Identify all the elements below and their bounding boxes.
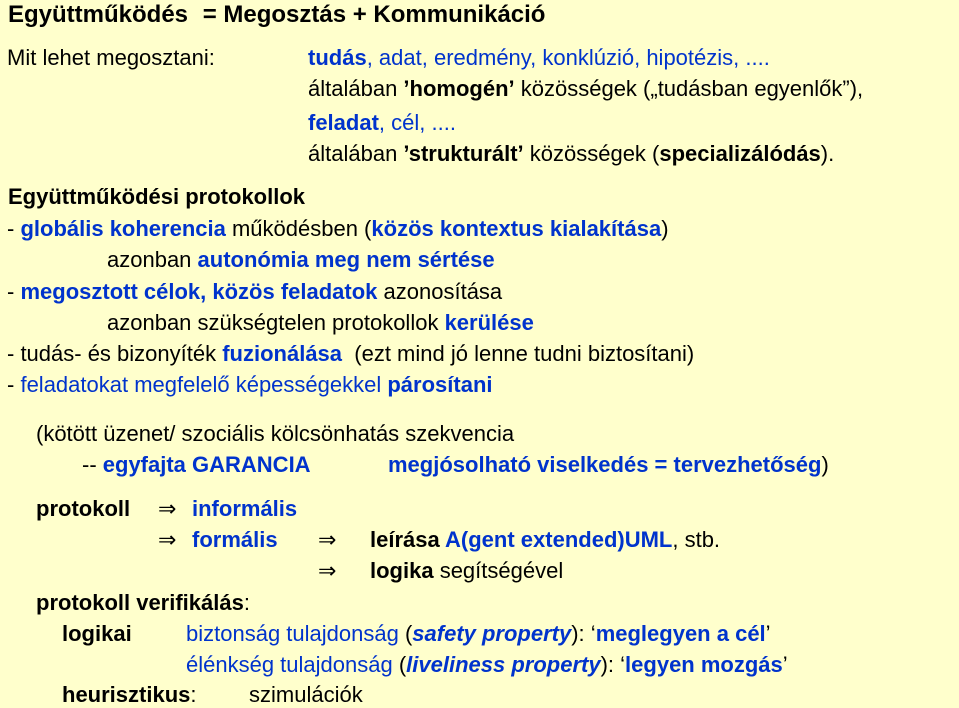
arrow-2: [158, 527, 278, 553]
share-task-rest: , cél, ....: [378, 110, 456, 135]
page-title: [8, 2, 545, 28]
k2-a: --: [82, 452, 103, 477]
share-r4-e: ).: [820, 141, 835, 166]
auml: A(gent extended)UML: [445, 527, 673, 552]
arrow-1: [158, 496, 297, 522]
logic: logika: [370, 558, 434, 583]
title-equation: = Megosztás + Kommunikáció: [202, 1, 546, 28]
simulations: szimulációk: [249, 682, 363, 707]
share-r2-homogeneous: ’homogén’: [403, 76, 515, 101]
safety-goal: meglegyen a cél: [595, 621, 766, 646]
kotott-line-2-right: [388, 452, 829, 478]
implies-arrow-icon: ⇒: [318, 558, 337, 583]
p6-a: -: [7, 372, 21, 397]
p1-common-context: közös kontextus kialakítása: [371, 216, 662, 241]
safety-property: safety property: [412, 621, 572, 646]
verification-heading: [36, 590, 250, 616]
share-r4-structured: ’strukturált’: [403, 141, 524, 166]
share-r4-specialization: specializálódás: [659, 141, 821, 166]
share-task: feladat: [308, 110, 379, 135]
protocols-line-3: [7, 279, 502, 305]
title-main: Együttműködés: [8, 1, 189, 28]
k2-predictable: megjósolható viselkedés = tervezhetőség: [388, 452, 822, 477]
p6-match: párosítani: [387, 372, 493, 397]
safety-b: (: [398, 621, 413, 646]
protocols-line-4: [107, 310, 534, 336]
kotott-line-1: (kötött üzenet/ szociális kölcsönhatás szekvencia: [36, 421, 515, 446]
liveness-line: [186, 652, 788, 678]
share-r2-c: közösségek („tudásban egyenlők”),: [514, 76, 864, 101]
share-label: Mit lehet megosztani:: [7, 45, 215, 70]
liveness-d: ): ‘: [600, 652, 626, 677]
share-row-1: [308, 45, 770, 71]
formal: formális: [192, 527, 278, 552]
protokoll-label: protokoll: [36, 496, 131, 521]
p1-e: ): [661, 216, 669, 241]
p3-a: -: [7, 279, 21, 304]
with-help: segítségével: [433, 558, 564, 583]
implies-arrow-icon: ⇒: [158, 496, 177, 521]
liveness-f: ’: [782, 652, 788, 677]
p1-c: működésben (: [225, 216, 372, 241]
implies-arrow-icon: ⇒: [318, 527, 337, 552]
description: leírása: [370, 527, 446, 552]
arrow-4: [318, 558, 563, 584]
share-row-3: [308, 110, 456, 136]
protocols-line-2: [107, 247, 495, 273]
protocols-line-1: [7, 216, 669, 242]
liveness-property: liveliness property: [406, 652, 601, 677]
heuristic-line: [62, 682, 197, 708]
p5-c: (ezt mind jó lenne tudni biztosítani): [342, 341, 695, 366]
kotott-line-2: [82, 452, 311, 478]
p4-a: azonban szükségtelen protokollok: [107, 310, 445, 335]
share-row-4: [308, 141, 834, 167]
arrow-3: [318, 527, 720, 553]
safety-d: ): ‘: [571, 621, 596, 646]
p5-fusion: fuzionálása: [222, 341, 343, 366]
share-knowledge: tudás: [308, 45, 367, 70]
p5-a: - tudás- és bizonyíték: [7, 341, 223, 366]
safety-property-hu: biztonság tulajdonság: [186, 621, 399, 646]
safety-line: [186, 621, 771, 647]
informal: informális: [192, 496, 298, 521]
share-r4-c: közösségek (: [523, 141, 660, 166]
liveness-motion: legyen mozgás: [625, 652, 783, 677]
share-knowledge-rest: , adat, eredmény, konklúzió, hipotézis, ....: [366, 45, 770, 70]
verif-colon: :: [243, 590, 250, 615]
heuristic-colon: :: [190, 682, 197, 707]
verif-heading-text: protokoll verifikálás: [36, 590, 244, 615]
p2-a: azonban: [107, 247, 198, 272]
protocols-line-5: [7, 341, 694, 367]
heuristic-label: heurisztikus: [62, 682, 191, 707]
etc: , stb.: [672, 527, 721, 552]
liveness-property-hu: élénkség tulajdonság: [186, 652, 393, 677]
implies-arrow-icon: ⇒: [158, 527, 177, 552]
p6-tasks: feladatokat megfelelő képességekkel: [20, 372, 388, 397]
share-r2-a: általában: [308, 76, 404, 101]
p4-avoidance: kerülése: [444, 310, 534, 335]
p3-shared-goals: megosztott célok, közös feladatok: [20, 279, 378, 304]
protocols-heading: Együttműködési protokollok: [8, 184, 306, 209]
p1-a: -: [7, 216, 21, 241]
safety-f: ’: [765, 621, 771, 646]
logical-label: logikai: [62, 621, 132, 646]
k2-guarantee: egyfajta GARANCIA: [102, 452, 311, 477]
liveness-b: (: [392, 652, 407, 677]
share-row-2: [308, 76, 863, 102]
p1-global-coherence: globális koherencia: [20, 216, 226, 241]
p2-autonomy: autonómia meg nem sértése: [197, 247, 495, 272]
p3-c: azonosítása: [377, 279, 503, 304]
share-r4-a: általában: [308, 141, 404, 166]
protocols-line-6: [7, 372, 493, 398]
k2-d: ): [821, 452, 829, 477]
